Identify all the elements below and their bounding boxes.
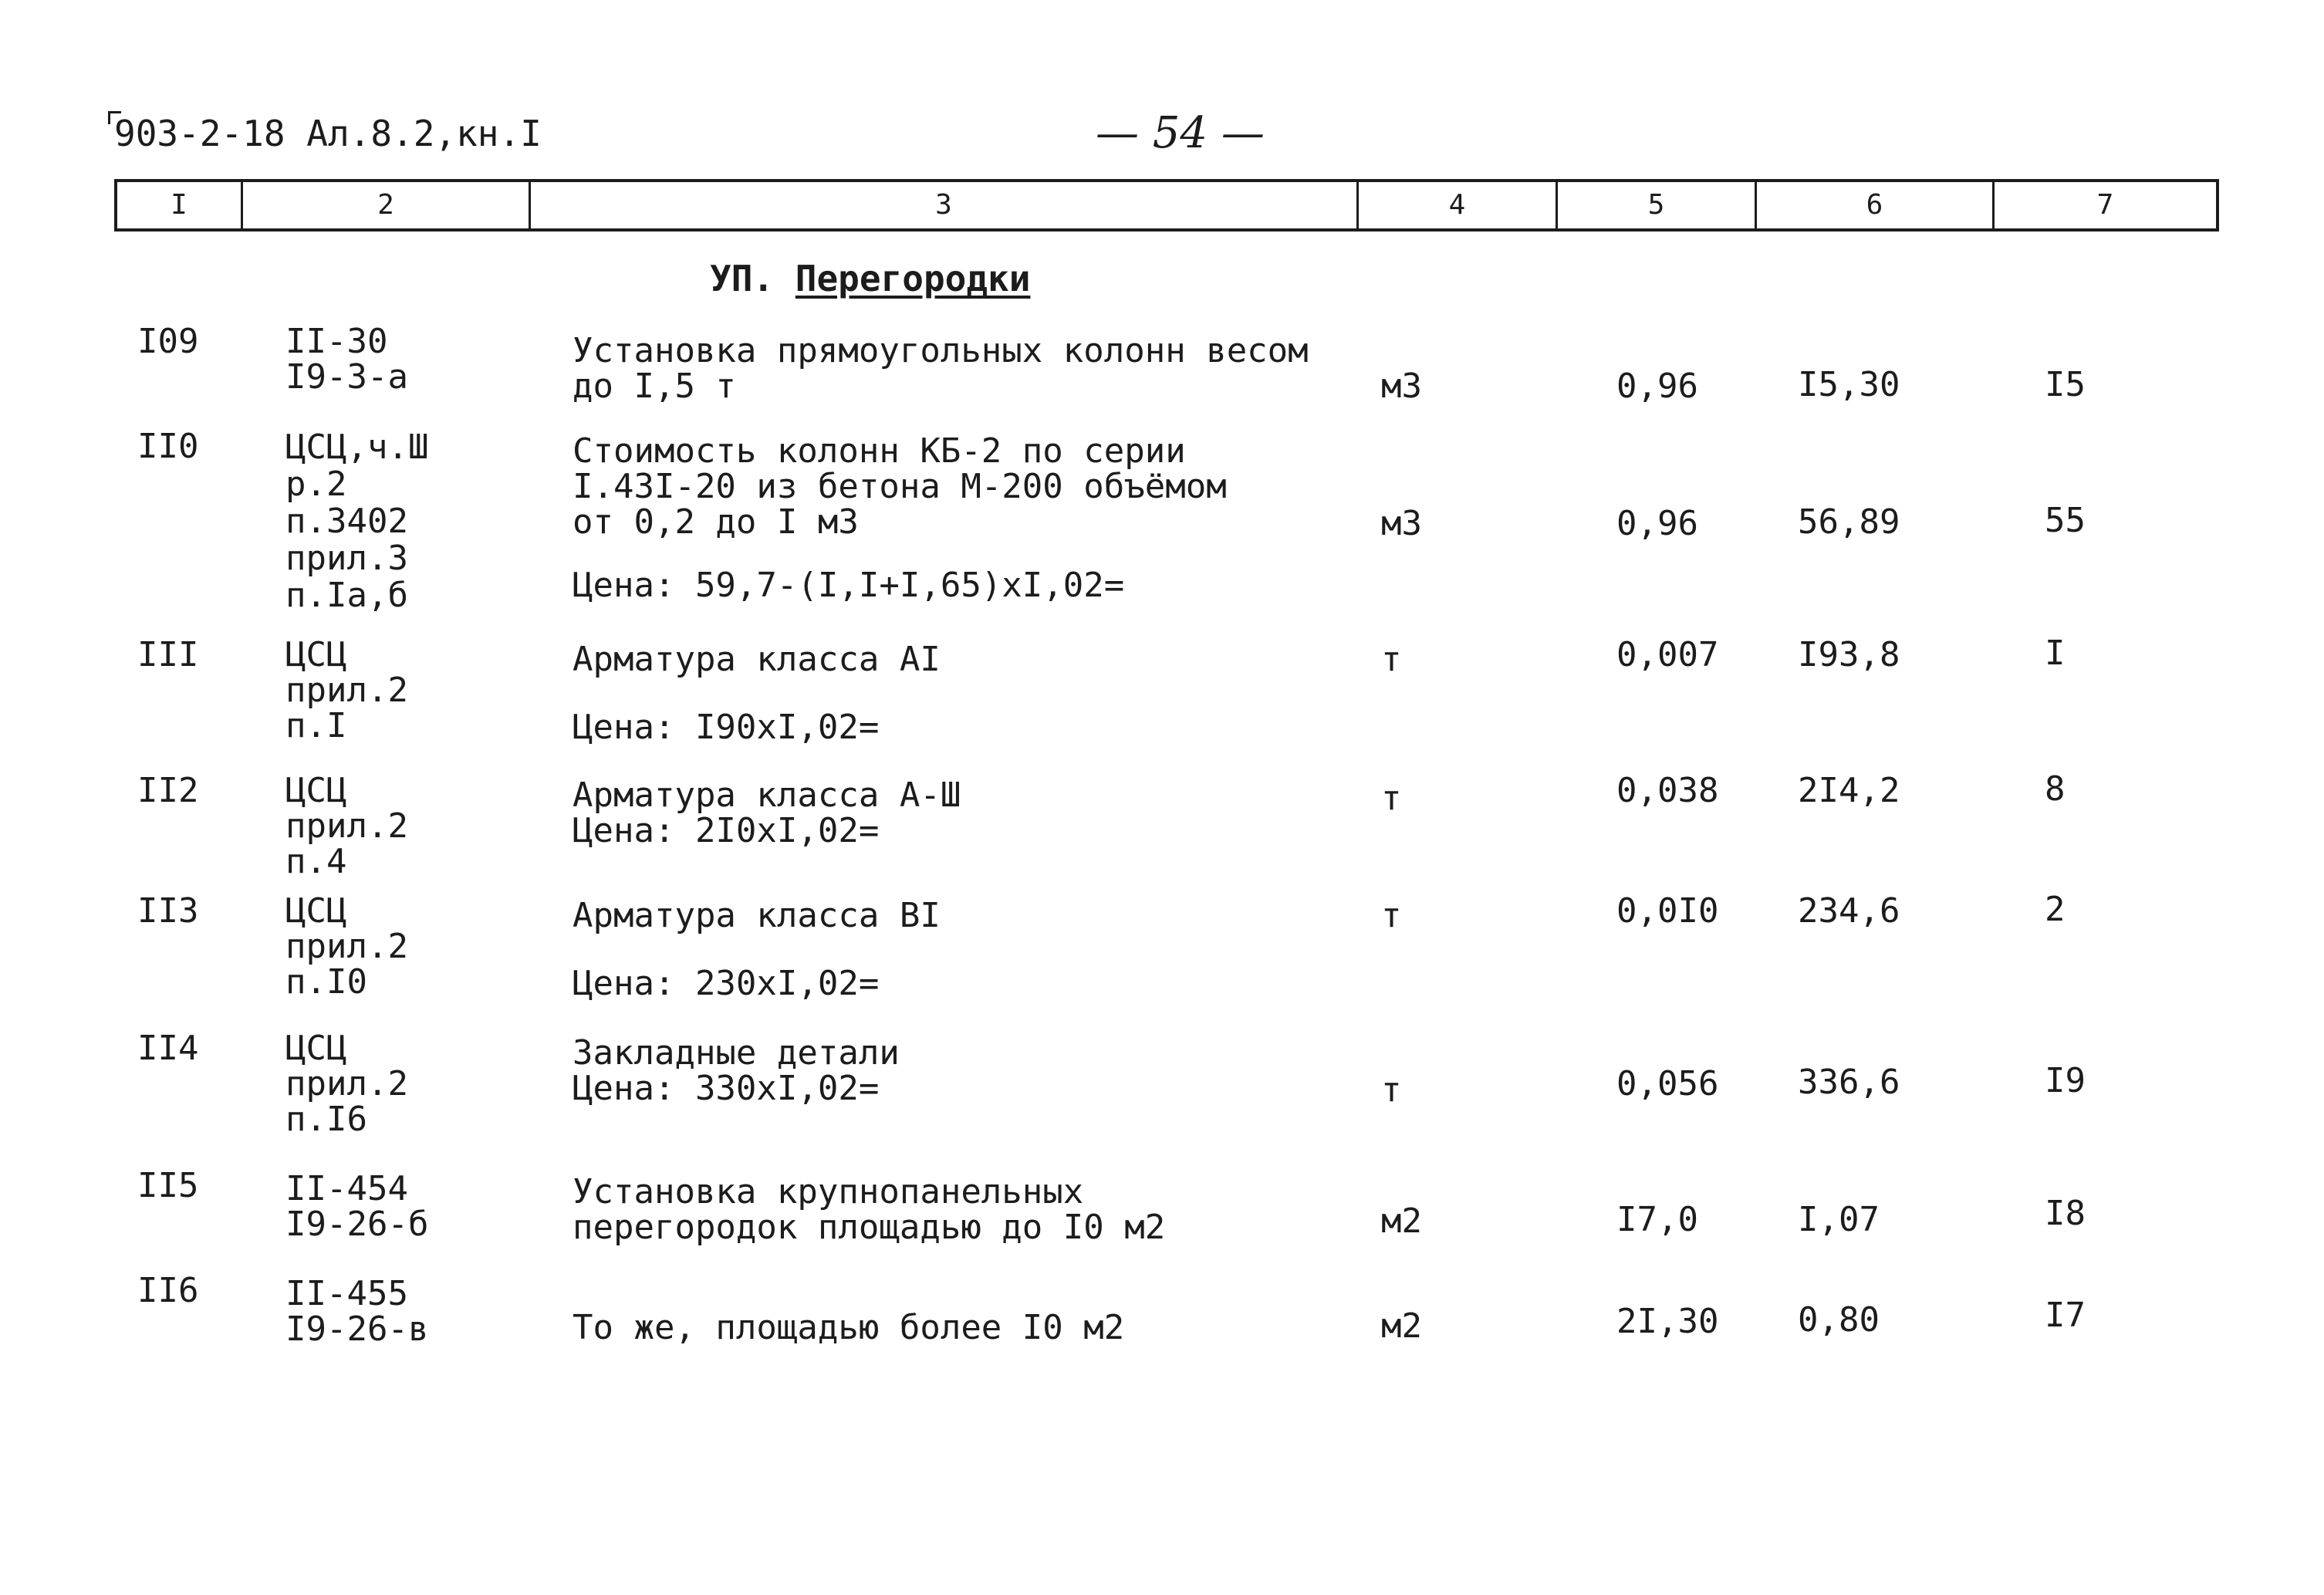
- row-unit: т: [1381, 1070, 1402, 1110]
- row-description: Арматура класса А-Ш Цена: 2I0хI,02=: [573, 776, 961, 850]
- row-total: I7: [2045, 1296, 2086, 1335]
- row-total: I8: [2045, 1194, 2086, 1233]
- row-reference: ЦСЦ прил.2 п.I0: [285, 891, 408, 1002]
- row-description: То же, площадью более I0 м2: [573, 1308, 1125, 1347]
- row-unit: м2: [1381, 1306, 1422, 1346]
- row-unit: т: [1381, 896, 1402, 935]
- row-total: I9: [2045, 1061, 2086, 1100]
- row-price: I5,30: [1798, 365, 1900, 404]
- row-reference: ЦСЦ,ч.Ш р.2 п.3402 прил.3 п.Iа,б: [285, 427, 429, 615]
- row-reference: ЦСЦ прил.2 п.I: [285, 635, 408, 745]
- row-price: 336,6: [1798, 1063, 1900, 1102]
- row-quantity: 0,96: [1616, 367, 1698, 406]
- row-description: Арматура класса ВI: [573, 896, 941, 935]
- row-reference: II-455 I9-26-в: [285, 1274, 429, 1349]
- row-number: III: [137, 635, 199, 674]
- row-reference: II-454 I9-26-б: [285, 1169, 429, 1244]
- column-header-4: 4: [1448, 189, 1466, 221]
- row-number: II2: [137, 771, 199, 810]
- row-price-formula: Цена: I90хI,02=: [573, 708, 880, 747]
- document-code-text: 903-2-18 Ал.8.2,кн.I: [114, 113, 542, 154]
- row-quantity: 0,0I0: [1616, 891, 1719, 931]
- row-quantity: 0,007: [1616, 635, 1719, 674]
- row-total: 8: [2045, 769, 2066, 809]
- column-header-3: 3: [935, 189, 952, 221]
- row-reference: II-30 I9-3-а: [285, 322, 408, 397]
- column-header-6: 6: [1866, 189, 1883, 221]
- row-price-formula: Цена: 230хI,02=: [573, 964, 880, 1003]
- row-number: II6: [137, 1271, 199, 1310]
- row-total: I: [2045, 634, 2066, 673]
- column-header-table: [114, 179, 2219, 231]
- row-total: 55: [2045, 501, 2086, 540]
- row-reference: ЦСЦ прил.2 п.I6: [285, 1029, 408, 1139]
- section-title: [710, 258, 1031, 299]
- page-number: — 54 —: [1096, 108, 1265, 158]
- row-price-formula: Цена: 59,7-(I,I+I,65)хI,02=: [573, 566, 1125, 605]
- row-unit: м2: [1381, 1201, 1422, 1241]
- row-number: II3: [137, 891, 199, 931]
- section-number: УП.: [710, 258, 775, 299]
- row-price: 2I4,2: [1798, 771, 1900, 810]
- row-quantity: 0,038: [1616, 771, 1719, 810]
- row-quantity: I7,0: [1616, 1200, 1698, 1239]
- column-header-7: 7: [2096, 189, 2114, 221]
- row-quantity: 0,056: [1616, 1064, 1719, 1103]
- row-unit: м3: [1381, 504, 1422, 543]
- row-total: 2: [2045, 890, 2066, 929]
- row-price: 234,6: [1798, 891, 1900, 931]
- row-description: Арматура класса АI: [573, 640, 941, 679]
- column-header-1: I: [171, 189, 187, 221]
- section-name: Перегородки: [795, 258, 1031, 299]
- row-unit: м3: [1381, 367, 1422, 406]
- corner-mark: [108, 111, 121, 124]
- row-quantity: 2I,30: [1616, 1302, 1719, 1341]
- row-price: 0,80: [1798, 1300, 1880, 1340]
- row-price: I,07: [1798, 1200, 1880, 1239]
- row-price: I93,8: [1798, 635, 1900, 674]
- row-description: Закладные детали Цена: 330хI,02=: [573, 1033, 900, 1108]
- row-total: I5: [2045, 365, 2086, 404]
- row-reference: ЦСЦ прил.2 п.4: [285, 771, 408, 881]
- column-header-2: 2: [377, 189, 394, 221]
- row-number: II0: [137, 427, 199, 466]
- row-number: II4: [137, 1029, 199, 1068]
- row-number: II5: [137, 1166, 199, 1205]
- row-unit: т: [1381, 779, 1402, 818]
- row-description: Стоимость колонн КБ-2 по серии I.43I-20 из бетона М-200 объёмом от 0,2 до I м3: [573, 431, 1227, 542]
- column-header-5: 5: [1647, 189, 1665, 221]
- row-number: I09: [137, 322, 199, 361]
- row-unit: т: [1381, 640, 1402, 679]
- row-quantity: 0,96: [1616, 504, 1698, 543]
- row-description: Установка крупнопанельных перегородок площадью до I0 м2: [573, 1172, 1166, 1247]
- row-description: Установка прямоугольных колонн весом до I,5 т: [573, 331, 1309, 406]
- document-code: [114, 113, 542, 154]
- row-price: 56,89: [1798, 502, 1900, 542]
